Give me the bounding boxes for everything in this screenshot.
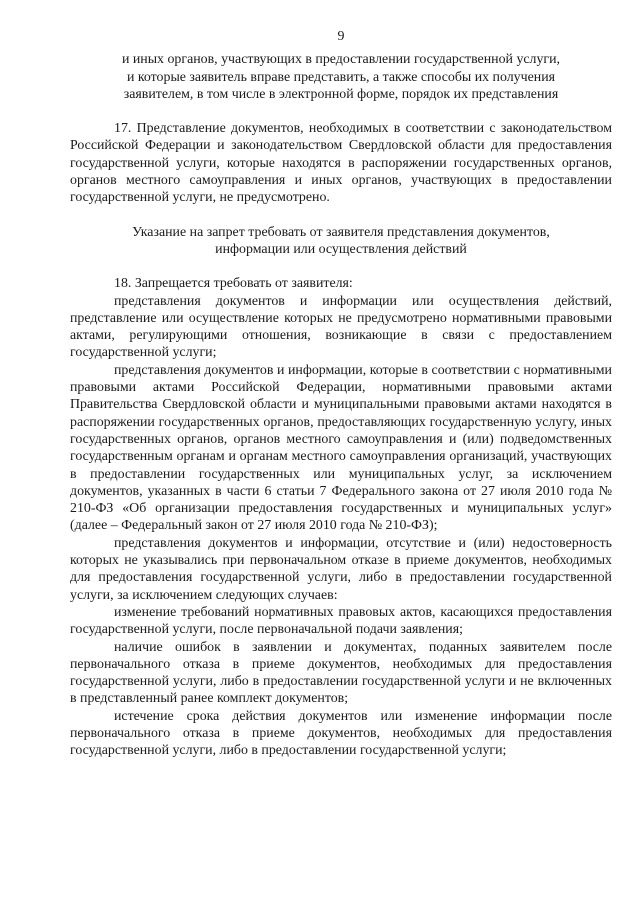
paragraph-18-intro: 18. Запрещается требовать от заявителя: xyxy=(114,276,353,292)
heading-line: информации или осуществления действий xyxy=(215,241,467,257)
section-heading xyxy=(70,224,612,259)
paragraph-18-item: представления документов и информации, которые в соответствии с нормативными правовыми актами Российской Федерации, нормативными правовыми актами Правительства Свердловской области и муниципальными правовыми актами находятся в распоряжении государственных органов, предоставляющих государственную услугу, иных государственных органов, органов местного самоуправления и (или) подведомственных государственным органам и органам местного самоуправления организаций, участвующих в предоставлении государственных или муниципальных услуг, за исключением документов, указанных в части 6 статьи 7 Федерального закона от 27 июля 2010 года № 210-ФЗ «Об организации предоставления государственных и муниципальных услуг» (далее – Федеральный закон от 27 июля 2010 года № 210-ФЗ); xyxy=(70,362,612,534)
paragraph-18-subitem: изменение требований нормативных правовых актов, касающихся предоставления государственной услуги, после первоначальной подачи заявления; xyxy=(70,604,612,638)
paragraph-18-item: представления документов и информации, отсутствие и (или) недостоверность которых не указывались при первоначальном отказе в приеме документов, необходимых для предоставления государственной услуги, либо в предоставлении государственной услуги, за исключением следующих случаев: xyxy=(70,535,612,603)
heading-line: и которые заявитель вправе представить, а также способы их получения xyxy=(126,69,556,85)
paragraph-18-subitem: наличие ошибок в заявлении и документах, поданных заявителем после первоначального отказа в приеме документов, необходимых для предоставления государственной услуги, либо в предоставлении государственной услуги и не включенных в представленный ранее комплект документов; xyxy=(70,639,612,707)
heading-line: заявителем, в том числе в электронной форме, порядок их представления xyxy=(123,86,559,102)
paragraph-18-subitem: истечение срока действия документов или изменение информации после первоначального отказа в приеме документов, необходимых для предоставления государственной услуги, либо в предоставлении государственной услуги; xyxy=(70,708,612,759)
paragraph-17: 17. Представление документов, необходимых в соответствии с законодательством Российской Федерации и законодательством Свердловской области для предоставления государственной услуги, которые находятся в распоряжении государственных органов, органов местного самоуправления и иных органов, участвующих в предоставлении государственной услуги, не предусмотрено. xyxy=(70,121,612,206)
page-number: 9 xyxy=(337,29,345,44)
heading-line: и иных органов, участвующих в предоставлении государственной услуги, xyxy=(121,52,561,68)
paragraph-18-item: представления документов и информации или осуществления действий, представление или осуществление которых не предусмотрено нормативными правовыми актами, регулирующими отношения, возникающие в связи с предоставлением государственной услуги; xyxy=(70,293,612,361)
section-heading-continuation xyxy=(70,51,612,103)
heading-line: Указание на запрет требовать от заявителя представления документов, xyxy=(132,224,550,240)
document-page xyxy=(70,28,612,760)
